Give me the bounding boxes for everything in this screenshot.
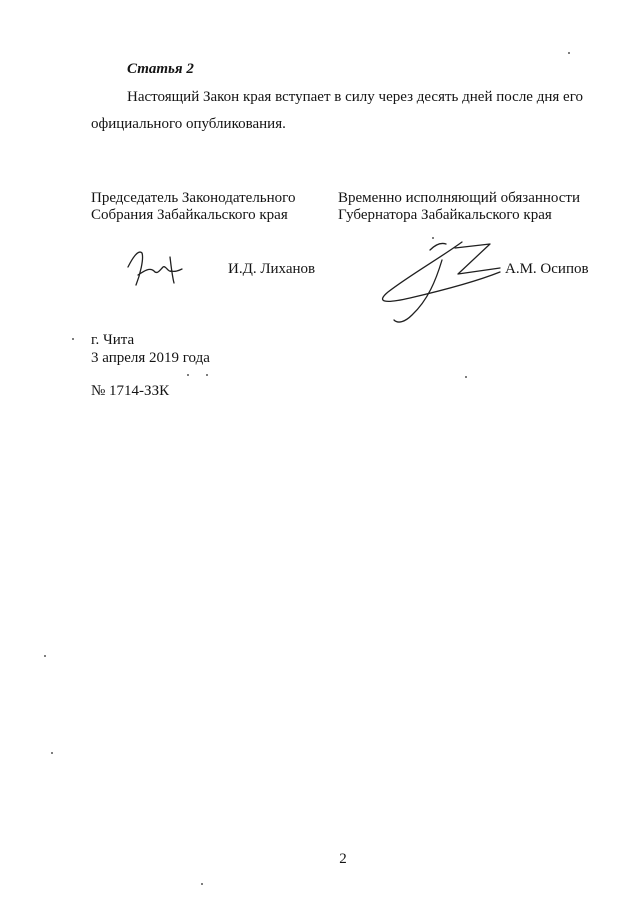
scan-speck (51, 752, 53, 754)
scan-speck (72, 338, 74, 340)
scan-speck (432, 237, 434, 239)
signing-city: г. Чита (91, 332, 135, 348)
right-signatory-title-line2: Губернатора Забайкальского края (338, 207, 552, 223)
scan-speck (206, 374, 208, 376)
scan-speck (568, 52, 570, 54)
signing-date: 3 апреля 2019 года (91, 350, 210, 366)
scan-speck (187, 374, 189, 376)
right-signatory-name: А.М. Осипов (505, 261, 589, 277)
right-handwritten-signature (370, 230, 510, 330)
scan-speck (201, 883, 203, 885)
left-signatory-title-line1: Председатель Законодательного (91, 190, 296, 206)
left-handwritten-signature (120, 245, 190, 295)
left-signatory-title-line2: Собрания Забайкальского края (91, 207, 288, 223)
scan-speck (465, 376, 467, 378)
scan-speck (44, 655, 46, 657)
article-heading: Статья 2 (127, 61, 194, 77)
right-signatory-title-line1: Временно исполняющий обязанности (338, 190, 581, 206)
page-number: 2 (339, 851, 347, 867)
left-signatory-name: И.Д. Лиханов (228, 261, 316, 277)
law-number: № 1714-ЗЗК (91, 383, 170, 399)
article-paragraph: Настоящий Закон края вступает в силу через десять дней после дня его официального опубликования. (91, 89, 583, 132)
